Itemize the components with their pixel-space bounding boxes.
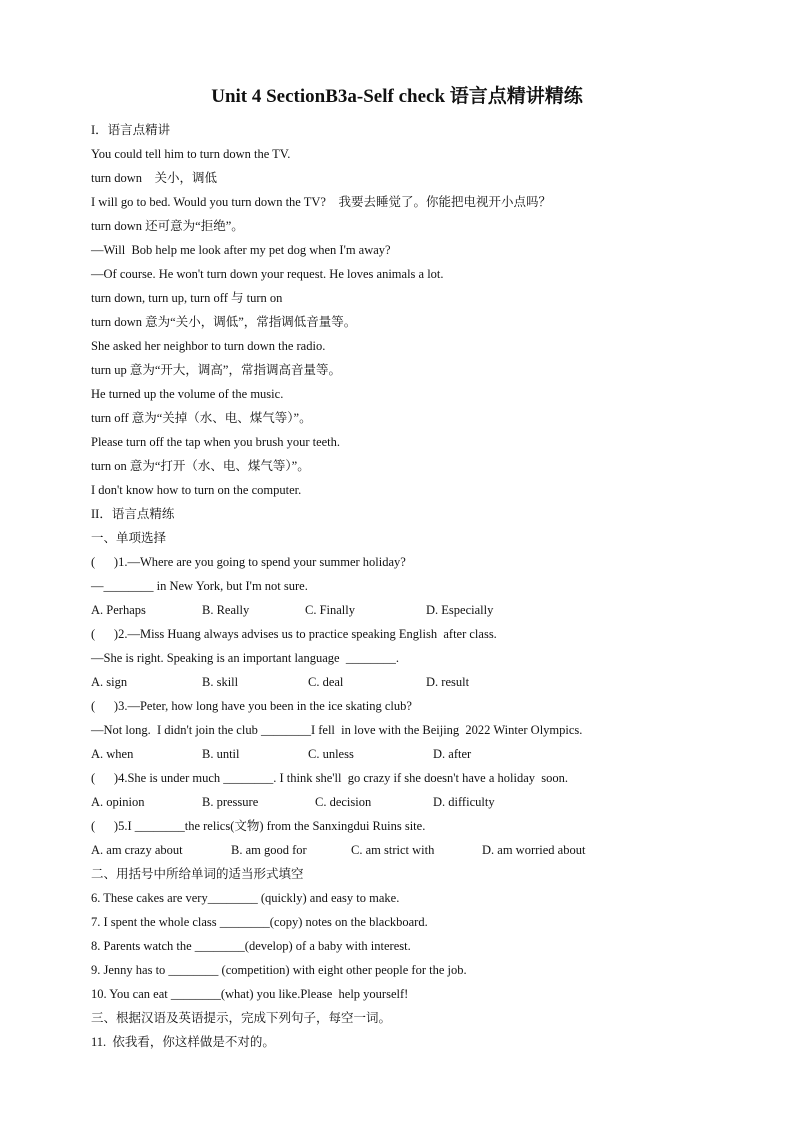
question-7: 7. I spent the whole class ________(copy) notes on the blackboard.: [91, 915, 428, 929]
text-line: turn up 意为“开大，调高”，常指调高音量等。: [91, 363, 341, 377]
option-d: D. Especially: [426, 603, 494, 617]
subsection-heading: 三、根据汉语及英语提示，完成下列句子，每空一词。: [91, 1011, 392, 1025]
text-line: turn on 意为“打开（水、电、煤气等）”。: [91, 459, 310, 473]
page-title: Unit 4 SectionB3a-Self check 语言点精讲精练: [211, 86, 583, 107]
option-c: C. deal: [308, 675, 344, 689]
question-2: ( )2.—Miss Huang always advises us to practice speaking English after class.: [91, 627, 497, 641]
question-3-options: [91, 742, 731, 766]
question-9: 9. Jenny has to ________ (competition) with eight other people for the job.: [91, 963, 467, 977]
question-3-reply: —Not long. I didn't join the club ________I fell in love with the Beijing 2022 Winter Olympics.: [91, 723, 583, 737]
text-line: turn off 意为“关掉（水、电、煤气等）”。: [91, 411, 312, 425]
option-c: C. unless: [308, 747, 354, 761]
subsection-heading: 一、单项选择: [91, 531, 167, 545]
question-5: ( )5.I ________the relics(文物) from the Sanxingdui Ruins site.: [91, 819, 426, 833]
option-a: A. am crazy about: [91, 843, 183, 857]
option-a: A. when: [91, 747, 134, 761]
section-heading: II．语言点精练: [91, 507, 175, 521]
option-b: B. until: [202, 747, 240, 761]
option-c: C. decision: [315, 795, 372, 809]
text-line: turn down, turn up, turn off 与 turn on: [91, 291, 283, 305]
option-d: D. difficulty: [433, 795, 495, 809]
text-line: I will go to bed. Would you turn down the TV? 我要去睡觉了。你能把电视开小点吗？: [91, 195, 551, 209]
option-c: C. Finally: [305, 603, 356, 617]
text-line: He turned up the volume of the music.: [91, 387, 284, 401]
option-d: D. am worried about: [482, 843, 586, 857]
question-1-reply: —________ in New York, but I'm not sure.: [91, 579, 308, 593]
option-d: D. result: [426, 675, 470, 689]
question-4-options: [91, 790, 731, 814]
option-d: D. after: [433, 747, 472, 761]
option-b: B. pressure: [202, 795, 259, 809]
question-2-options: [91, 670, 731, 694]
question-2-reply: —She is right. Speaking is an important language ________.: [91, 651, 399, 665]
question-10: 10. You can eat ________(what) you like.Please help yourself!: [91, 987, 409, 1001]
option-b: B. Really: [202, 603, 250, 617]
question-1: ( )1.—Where are you going to spend your summer holiday?: [91, 555, 406, 569]
document-body: [91, 118, 731, 1054]
text-line: turn down 意为“关小，调低”，常指调低音量等。: [91, 315, 357, 329]
text-line: turn down 还可意为“拒绝”。: [91, 219, 244, 233]
question-4: ( )4.She is under much ________. I think she'll go crazy if she doesn't have a holiday soon.: [91, 771, 568, 785]
text-line: You could tell him to turn down the TV.: [91, 147, 291, 161]
question-6: 6. These cakes are very________ (quickly) and easy to make.: [91, 891, 400, 905]
question-11: 11. 依我看，你这样做是不对的。: [91, 1035, 275, 1049]
text-line: I don't know how to turn on the computer.: [91, 483, 302, 497]
option-a: A. Perhaps: [91, 603, 146, 617]
option-c: C. am strict with: [351, 843, 435, 857]
question-8: 8. Parents watch the ________(develop) of a baby with interest.: [91, 939, 411, 953]
option-b: B. skill: [202, 675, 239, 689]
section-heading: I．语言点精讲: [91, 123, 171, 137]
text-line: —Will Bob help me look after my pet dog when I'm away?: [91, 243, 391, 257]
text-line: Please turn off the tap when you brush your teeth.: [91, 435, 341, 449]
option-b: B. am good for: [231, 843, 307, 857]
option-a: A. opinion: [91, 795, 145, 809]
question-5-options: [91, 838, 731, 862]
text-line: —Of course. He won't turn down your request. He loves animals a lot.: [91, 267, 444, 281]
text-line: She asked her neighbor to turn down the radio.: [91, 339, 326, 353]
option-a: A. sign: [91, 675, 128, 689]
subsection-heading: 二、用括号中所给单词的适当形式填空: [91, 867, 304, 881]
question-1-options: [91, 598, 731, 622]
question-3: ( )3.—Peter, how long have you been in the ice skating club?: [91, 699, 412, 713]
text-line: turn down 关小，调低: [91, 171, 218, 185]
